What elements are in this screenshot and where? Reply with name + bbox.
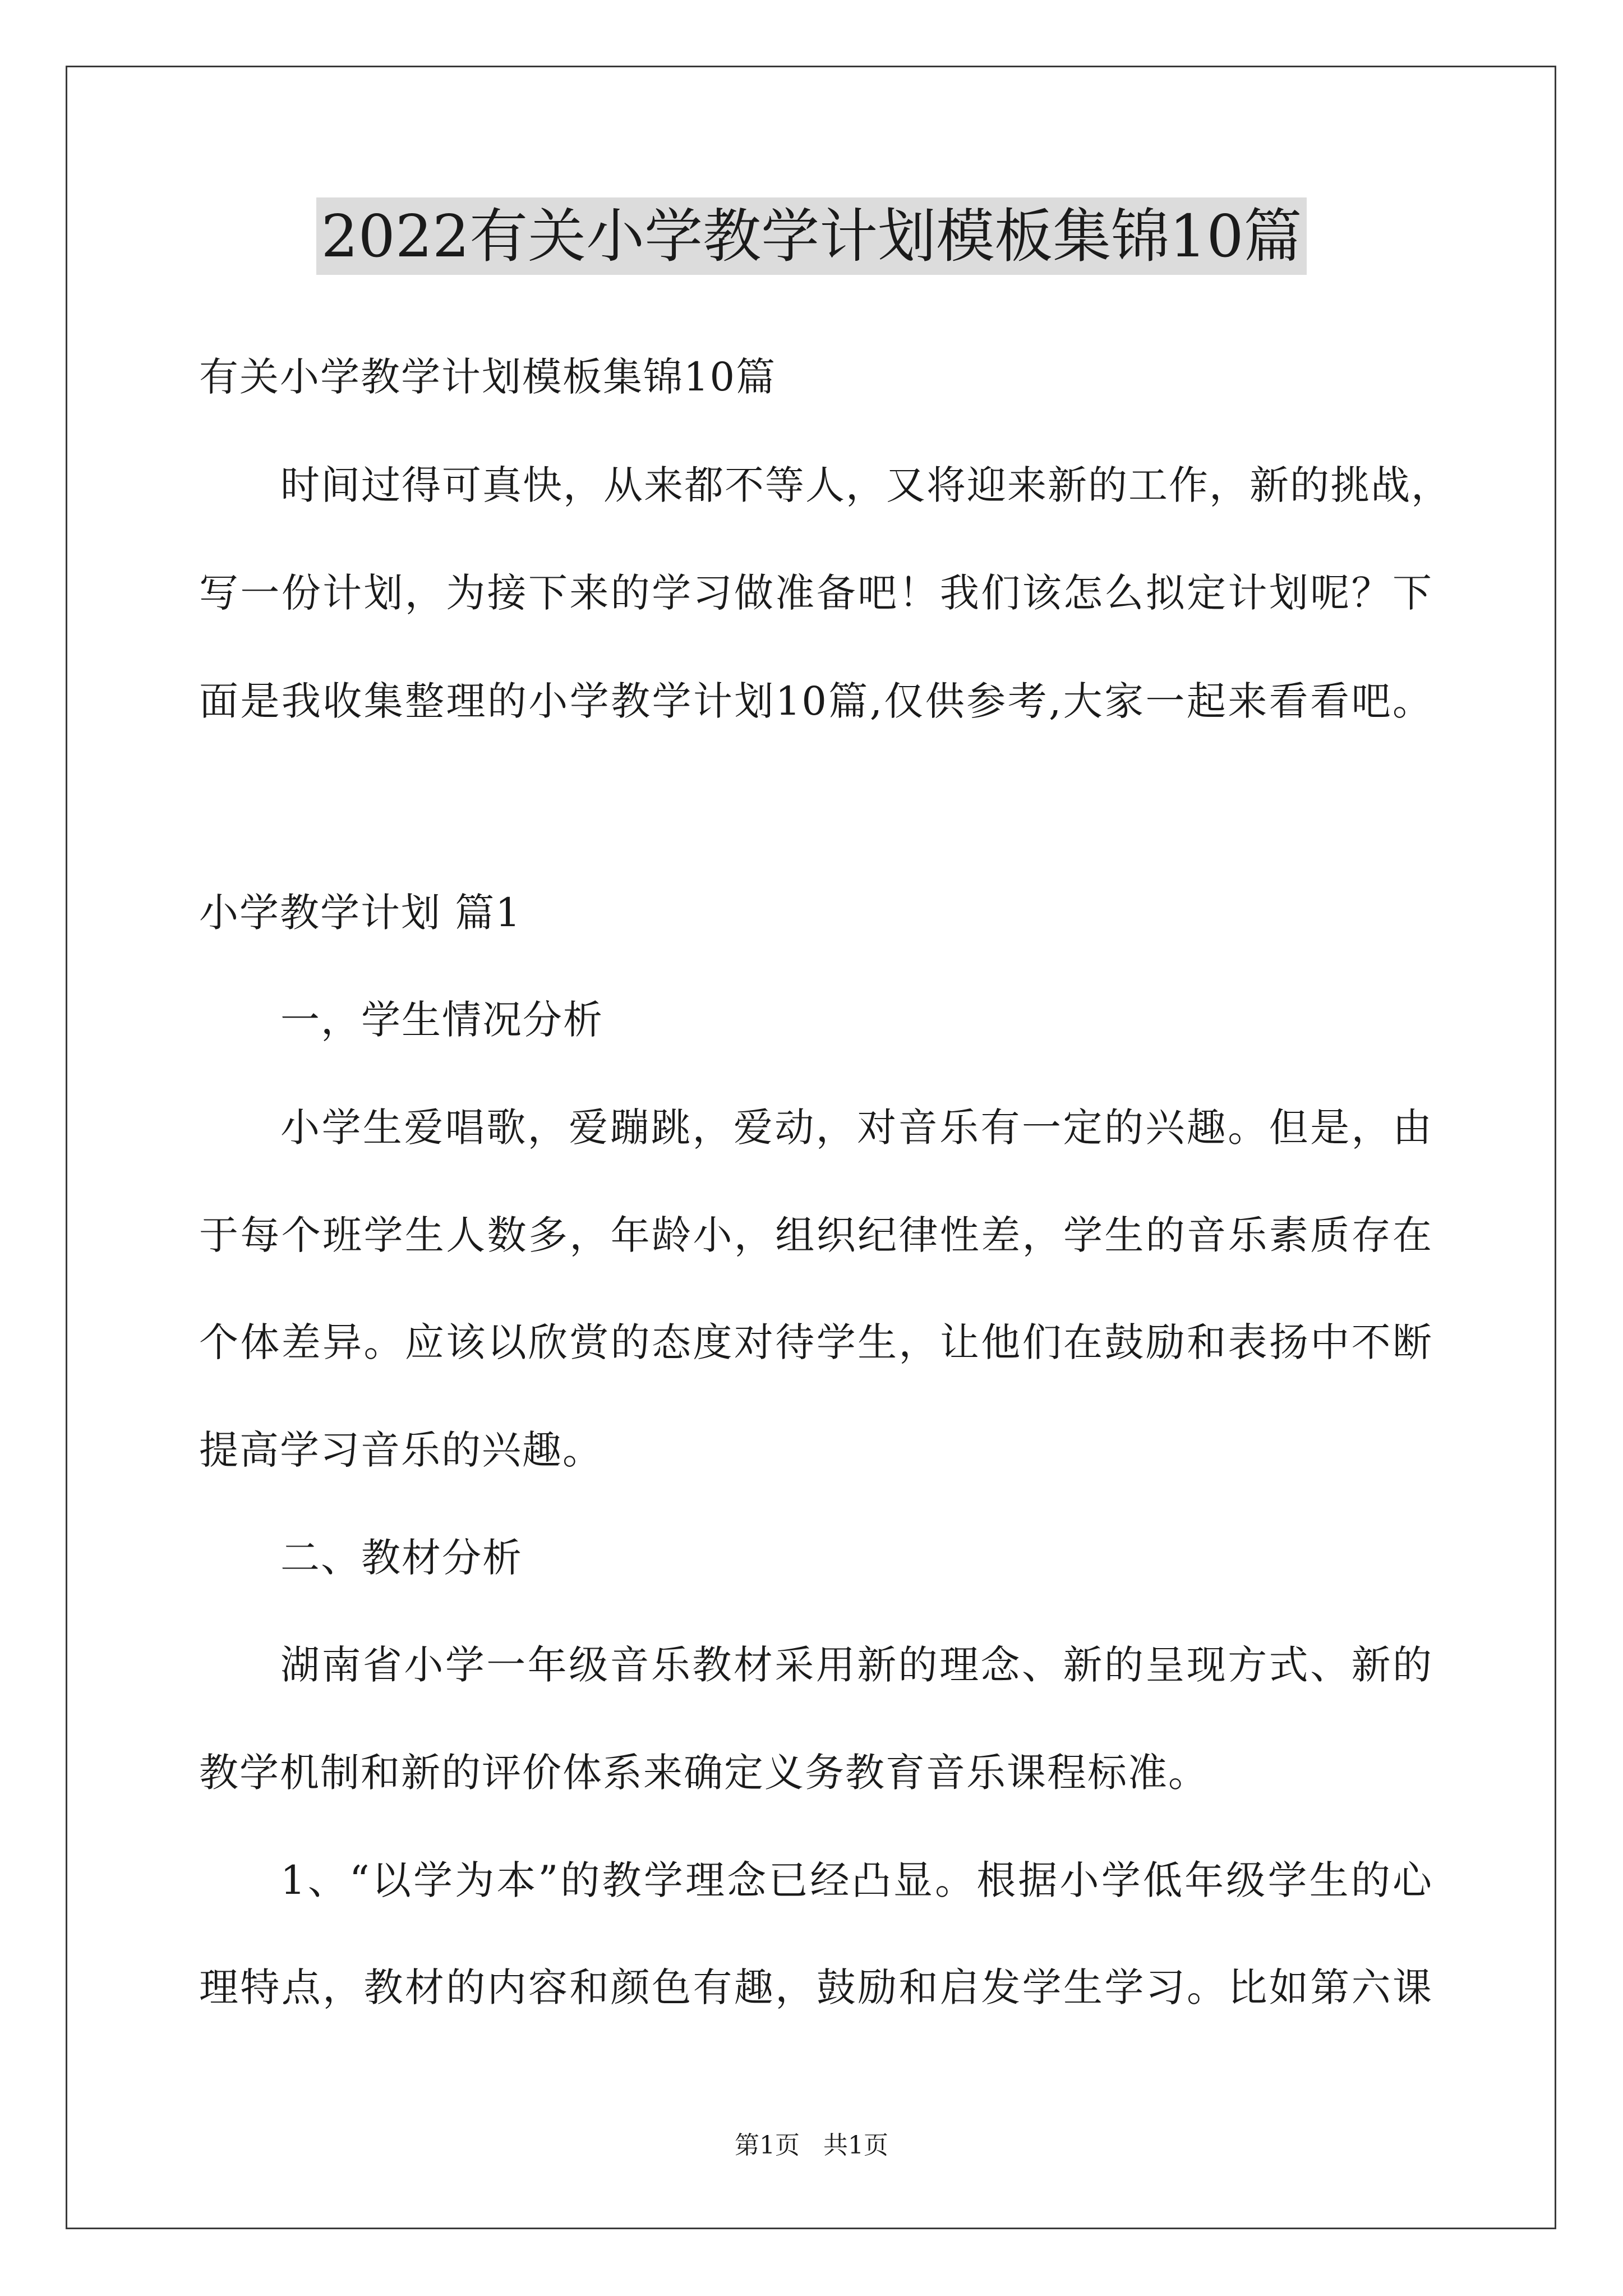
para-3-line-1: 1、“以学为本”的教学理念已经凸显。根据小学低年级学生的心	[280, 1857, 1433, 1903]
page-footer: 第1页 共1页	[735, 2131, 888, 2160]
intro-line-3: 面是我收集整理的小学教学计划10篇,仅供参考,大家一起来看看吧。	[199, 678, 1433, 724]
subtitle: 有关小学教学计划模板集锦10篇	[199, 354, 777, 400]
para-1-line-3: 个体差异。应该以欣赏的态度对待学生，让他们在鼓励和表扬中不断	[199, 1319, 1433, 1365]
intro-line-1: 时间过得可真快，从来都不等人，又将迎来新的工作，新的挑战，	[280, 462, 1451, 508]
para-2-line-2: 教学机制和新的评价体系来确定义务教育音乐课程标准。	[199, 1750, 1209, 1796]
title-wrap	[0, 197, 1623, 275]
para-3-line-2: 理特点，教材的内容和颜色有趣，鼓励和启发学生学习。比如第六课	[199, 1964, 1433, 2010]
para-2-line-1: 湖南省小学一年级音乐教材采用新的理念、新的呈现方式、新的	[280, 1642, 1433, 1688]
para-1-line-4: 提高学习音乐的兴趣。	[199, 1427, 603, 1473]
section-heading: 小学教学计划 篇1	[199, 890, 522, 936]
heading-student-analysis: 一，学生情况分析	[280, 997, 603, 1043]
para-1-line-2: 于每个班学生人数多，年龄小，组织纪律性差，学生的音乐素质存在	[199, 1212, 1433, 1258]
heading-textbook-analysis: 二、教材分析	[280, 1535, 523, 1581]
intro-line-2: 写一份计划，为接下来的学习做准备吧！我们该怎么拟定计划呢？下	[199, 570, 1433, 616]
para-1-line-1: 小学生爱唱歌，爱蹦跳，爱动，对音乐有一定的兴趣。但是，由	[280, 1105, 1433, 1151]
document-title: 2022有关小学教学计划模板集锦10篇	[316, 197, 1306, 275]
